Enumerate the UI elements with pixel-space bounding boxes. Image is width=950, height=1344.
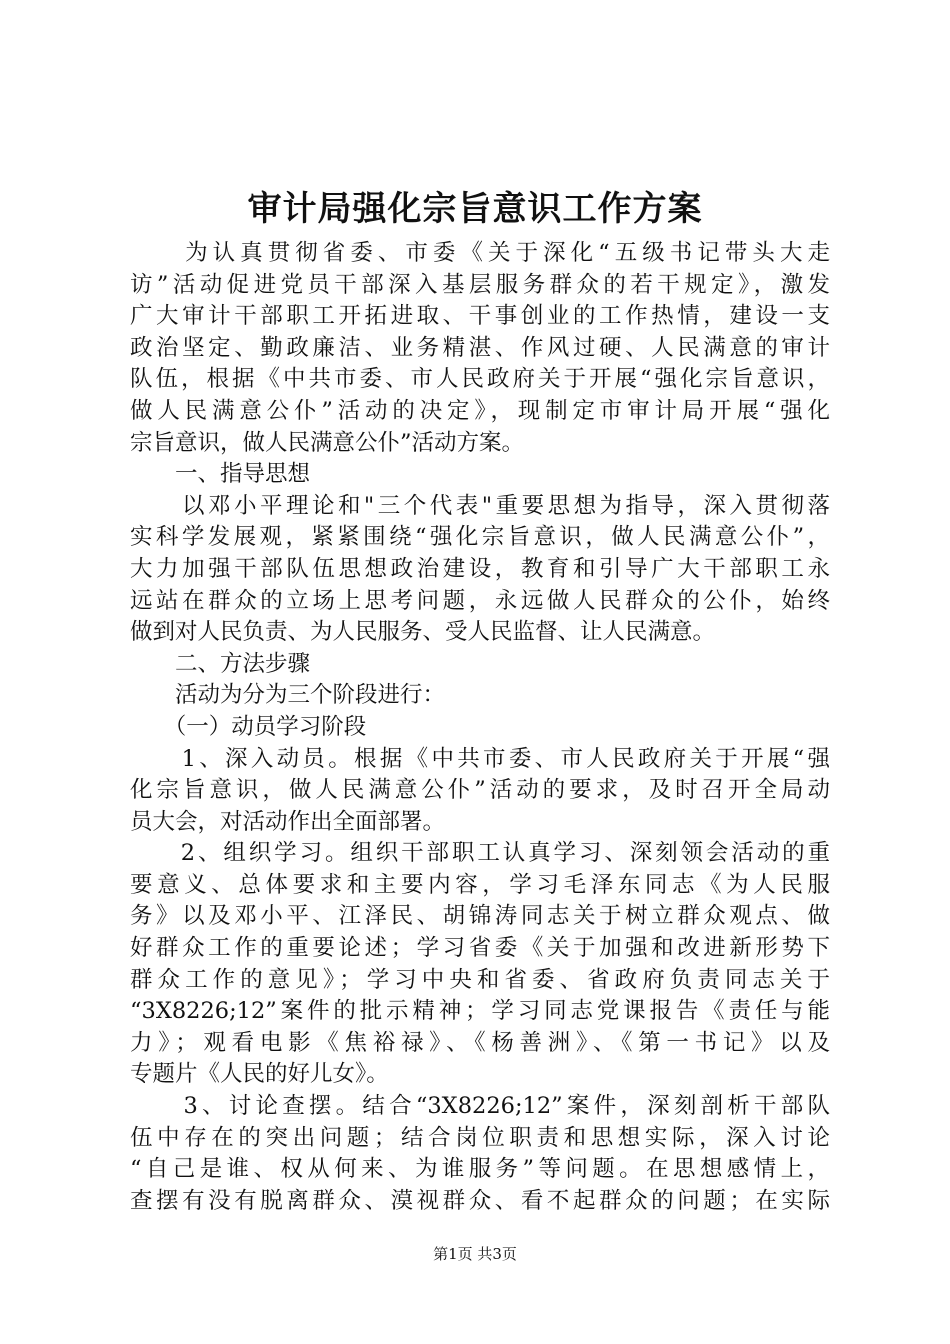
document-line: “3X8226;12”案件的批示精神；学习同志党课报告《责任与能 [130, 998, 830, 1025]
document-line: 伍中存在的突出问题；结合岗位职责和思想实际，深入讨论 [130, 1124, 830, 1151]
document-line: 力》；观看电影《焦裕禄》、《杨善洲》、《第一书记》以及 [130, 1029, 830, 1056]
document-line: 政治坚定、勤政廉洁、业务精湛、作风过硬、人民满意的审计 [130, 334, 830, 361]
document-line: 活动为分为三个阶段进行： [130, 682, 446, 709]
document-line: 远站在群众的立场上思考问题，永远做人民群众的公仆，始终 [130, 587, 830, 614]
document-line: 查摆有没有脱离群众、漠视群众、看不起群众的问题；在实际 [130, 1187, 830, 1214]
document-line: 务》以及邓小平、江泽民、胡锦涛同志关于树立群众观点、做 [130, 903, 830, 930]
document-line: 大力加强干部队伍思想政治建设，教育和引导广大干部职工永 [130, 555, 830, 582]
document-line: 二、方法步骤 [130, 650, 311, 677]
document-line: 一、指导思想 [130, 461, 311, 488]
document-line: 宗旨意识，做人民满意公仆”活动方案。 [130, 429, 525, 456]
document-line: 做人民满意公仆”活动的决定》，现制定市审计局开展“强化 [130, 397, 830, 424]
document-line: （一）动员学习阶段 [130, 713, 367, 740]
document-line: 要意义、总体要求和主要内容，学习毛泽东同志《为人民服 [130, 871, 830, 898]
document-line: 以邓小平理论和"三个代表"重要思想为指导，深入贯彻落 [130, 492, 830, 519]
document-line: “自己是谁、权从何来、为谁服务”等问题。在思想感情上， [130, 1156, 830, 1183]
document-line: 实科学发展观，紧紧围绕“强化宗旨意识，做人民满意公仆”， [130, 524, 830, 551]
document-line: 2、组织学习。组织干部职工认真学习、深刻领会活动的重 [130, 840, 830, 867]
document-line: 好群众工作的重要论述；学习省委《关于加强和改进新形势下 [130, 935, 830, 962]
document-line: 1、深入动员。根据《中共市委、市人民政府关于开展“强 [130, 745, 830, 772]
document-line: 队伍，根据《中共市委、市人民政府关于开展“强化宗旨意识， [130, 366, 830, 393]
document-title: 审计局强化宗旨意识工作方案 [247, 189, 703, 229]
page-footer: 第1页 共3页 [433, 1245, 517, 1263]
document-body [130, 238, 830, 1217]
document-line: 化宗旨意识，做人民满意公仆”活动的要求，及时召开全局动 [130, 777, 830, 804]
document-line: 为认真贯彻省委、市委《关于深化“五级书记带头大走 [130, 240, 830, 266]
document-line: 群众工作的意见》；学习中央和省委、省政府负责同志关于 [130, 966, 830, 993]
document-line: 做到对人民负责、为人民服务、受人民监督、让人民满意。 [130, 619, 716, 646]
document-line: 访”活动促进党员干部深入基层服务群众的若干规定》，激发 [130, 271, 830, 298]
document-line: 专题片《人民的好儿女》。 [130, 1061, 389, 1088]
document-line: 员大会，对活动作出全面部署。 [130, 808, 446, 835]
document-line: 广大审计干部职工开拓进取、干事创业的工作热情，建设一支 [130, 303, 830, 330]
document-line: 3、讨论查摆。结合“3X8226;12”案件，深刻剖析干部队 [130, 1093, 830, 1120]
